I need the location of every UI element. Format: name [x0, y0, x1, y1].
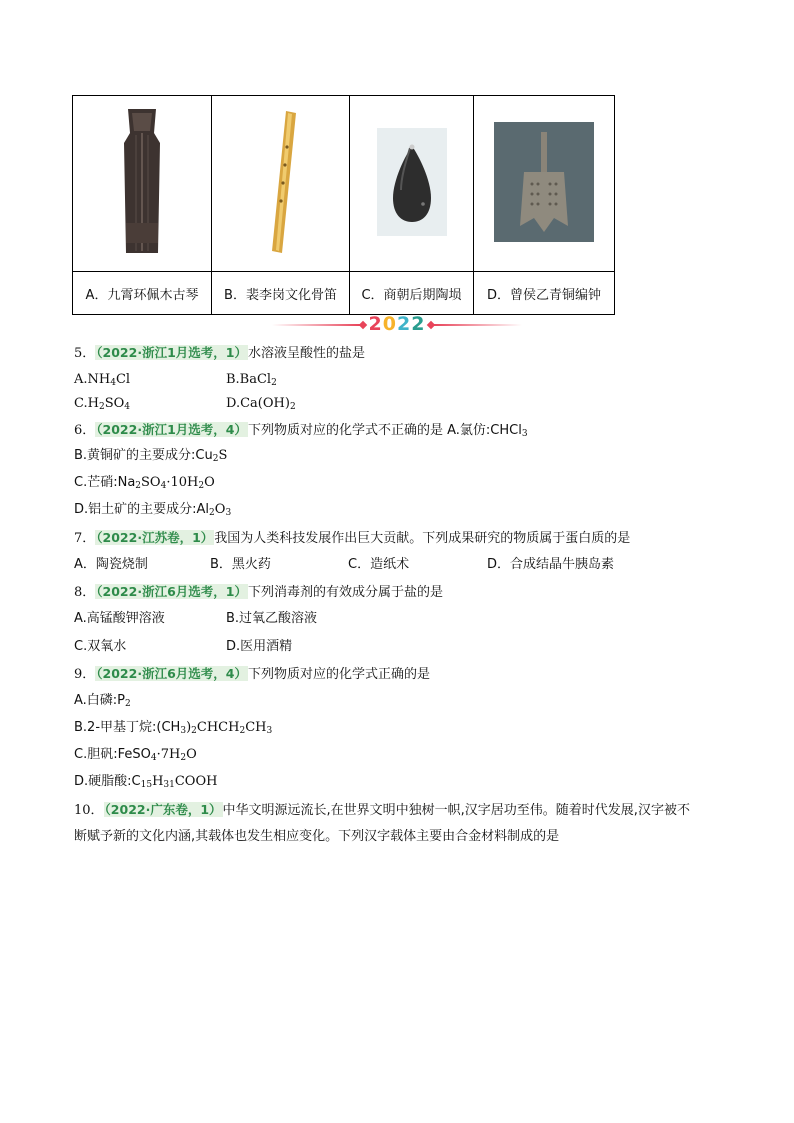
- question-6-option-b: B.黄铜矿的主要成分$:Cu_2S$: [74, 448, 228, 464]
- question-10-stem: 10．（2022·广东卷，1）中华文明源远流长,在世界文明中独树一帜,汉字居功至伟。随着时代发展,汉字被不: [74, 802, 690, 818]
- source-tag: （2022·广东卷，1）: [104, 802, 222, 817]
- question-9-option-b: B.2-甲基丁烷$:(CH_3)_2CHCH_2CH_3$: [74, 720, 273, 736]
- table-cell-d-image: [474, 96, 615, 272]
- question-10-stem-line-2: 断赋予新的文化内涵,其载体也发生相应变化。下列汉字载体主要由合金材料制成的是: [74, 829, 560, 844]
- source-tag: （2022·浙江6月选考，4）: [96, 666, 247, 681]
- question-5-option-a: $A.NH_4Cl$: [74, 372, 131, 388]
- question-9-option-c: C.胆矾$:FeSO_4\cdot 7H_2O$: [74, 747, 197, 763]
- question-8-option-c: C.双氧水: [74, 639, 127, 654]
- caption-d: D．曾侯乙青铜编钟: [474, 272, 615, 315]
- bronze-bell-image: [494, 122, 594, 242]
- question-7-option-a: A．陶瓷烧制: [74, 557, 148, 572]
- caption-c: C．商朝后期陶埙: [350, 272, 474, 315]
- divider-line-right: [434, 324, 522, 326]
- question-9-option-a: A.白磷$:P_2$: [74, 693, 131, 709]
- source-tag: （2022·浙江6月选考，1）: [96, 584, 247, 599]
- question-6-option-d: D.铝土矿的主要成分$:Al_2O_3$: [74, 502, 232, 518]
- table-cell-c-image: [350, 96, 474, 272]
- question-6-stem: 6．（2022·浙江1月选考，4）下列物质对应的化学式不正确的是 A.氯仿:CHCl$_3$: [74, 422, 528, 439]
- pottery-xun-image: [377, 128, 447, 236]
- question-7-stem: 7．（2022·江苏卷，1）我国为人类科技发展作出巨大贡献。下列成果研究的物质属于蛋白质的是: [74, 530, 631, 546]
- table-cell-b-image: [212, 96, 350, 272]
- question-9-option-d: D.硬脂酸$:C_{15}H_{31}COOH$: [74, 774, 218, 790]
- source-tag: （2022·江苏卷，1）: [96, 530, 214, 545]
- divider-diamond-icon: [359, 321, 367, 329]
- question-8-option-d: D.医用酒精: [226, 639, 293, 654]
- question-7-option-b: B．黑火药: [210, 557, 271, 572]
- question-8-stem: 8．（2022·浙江6月选考，1）下列消毒剂的有效成分属于盐的是: [74, 584, 443, 600]
- instrument-table: [72, 95, 615, 315]
- year-divider: [272, 313, 522, 335]
- source-tag: （2022·浙江1月选考，1）: [96, 345, 247, 360]
- question-9-stem: 9．（2022·浙江6月选考，4）下列物质对应的化学式正确的是: [74, 666, 430, 682]
- question-5-option-c: $C.H_2SO_4$: [74, 396, 130, 412]
- table-cell-a-image: [73, 96, 212, 272]
- divider-year: 2022: [368, 313, 426, 335]
- question-7-option-c: C．造纸术: [348, 557, 410, 572]
- question-6-option-c: C.芒硝$:Na_2SO_4\cdot 10H_2O$: [74, 475, 215, 491]
- caption-b: B．裴李岗文化骨笛: [212, 272, 350, 315]
- guqin-image: [98, 103, 186, 261]
- question-5-option-d: $D.Ca(OH)_2$: [226, 396, 296, 412]
- source-tag: （2022·浙江1月选考，4）: [96, 422, 247, 437]
- caption-a: A．九霄环佩木古琴: [73, 272, 212, 315]
- question-8-option-a: A.高锰酸钾溶液: [74, 611, 165, 626]
- question-8-option-b: B.过氧乙酸溶液: [226, 611, 318, 626]
- bone-flute-image: [246, 107, 316, 257]
- divider-line-left: [272, 324, 360, 326]
- question-5-stem: 5．（2022·浙江1月选考，1）水溶液呈酸性的盐是: [74, 345, 365, 361]
- question-7-option-d: D．合成结晶牛胰岛素: [487, 557, 615, 572]
- question-5-option-b: B.BaCl$_2$: [226, 372, 277, 388]
